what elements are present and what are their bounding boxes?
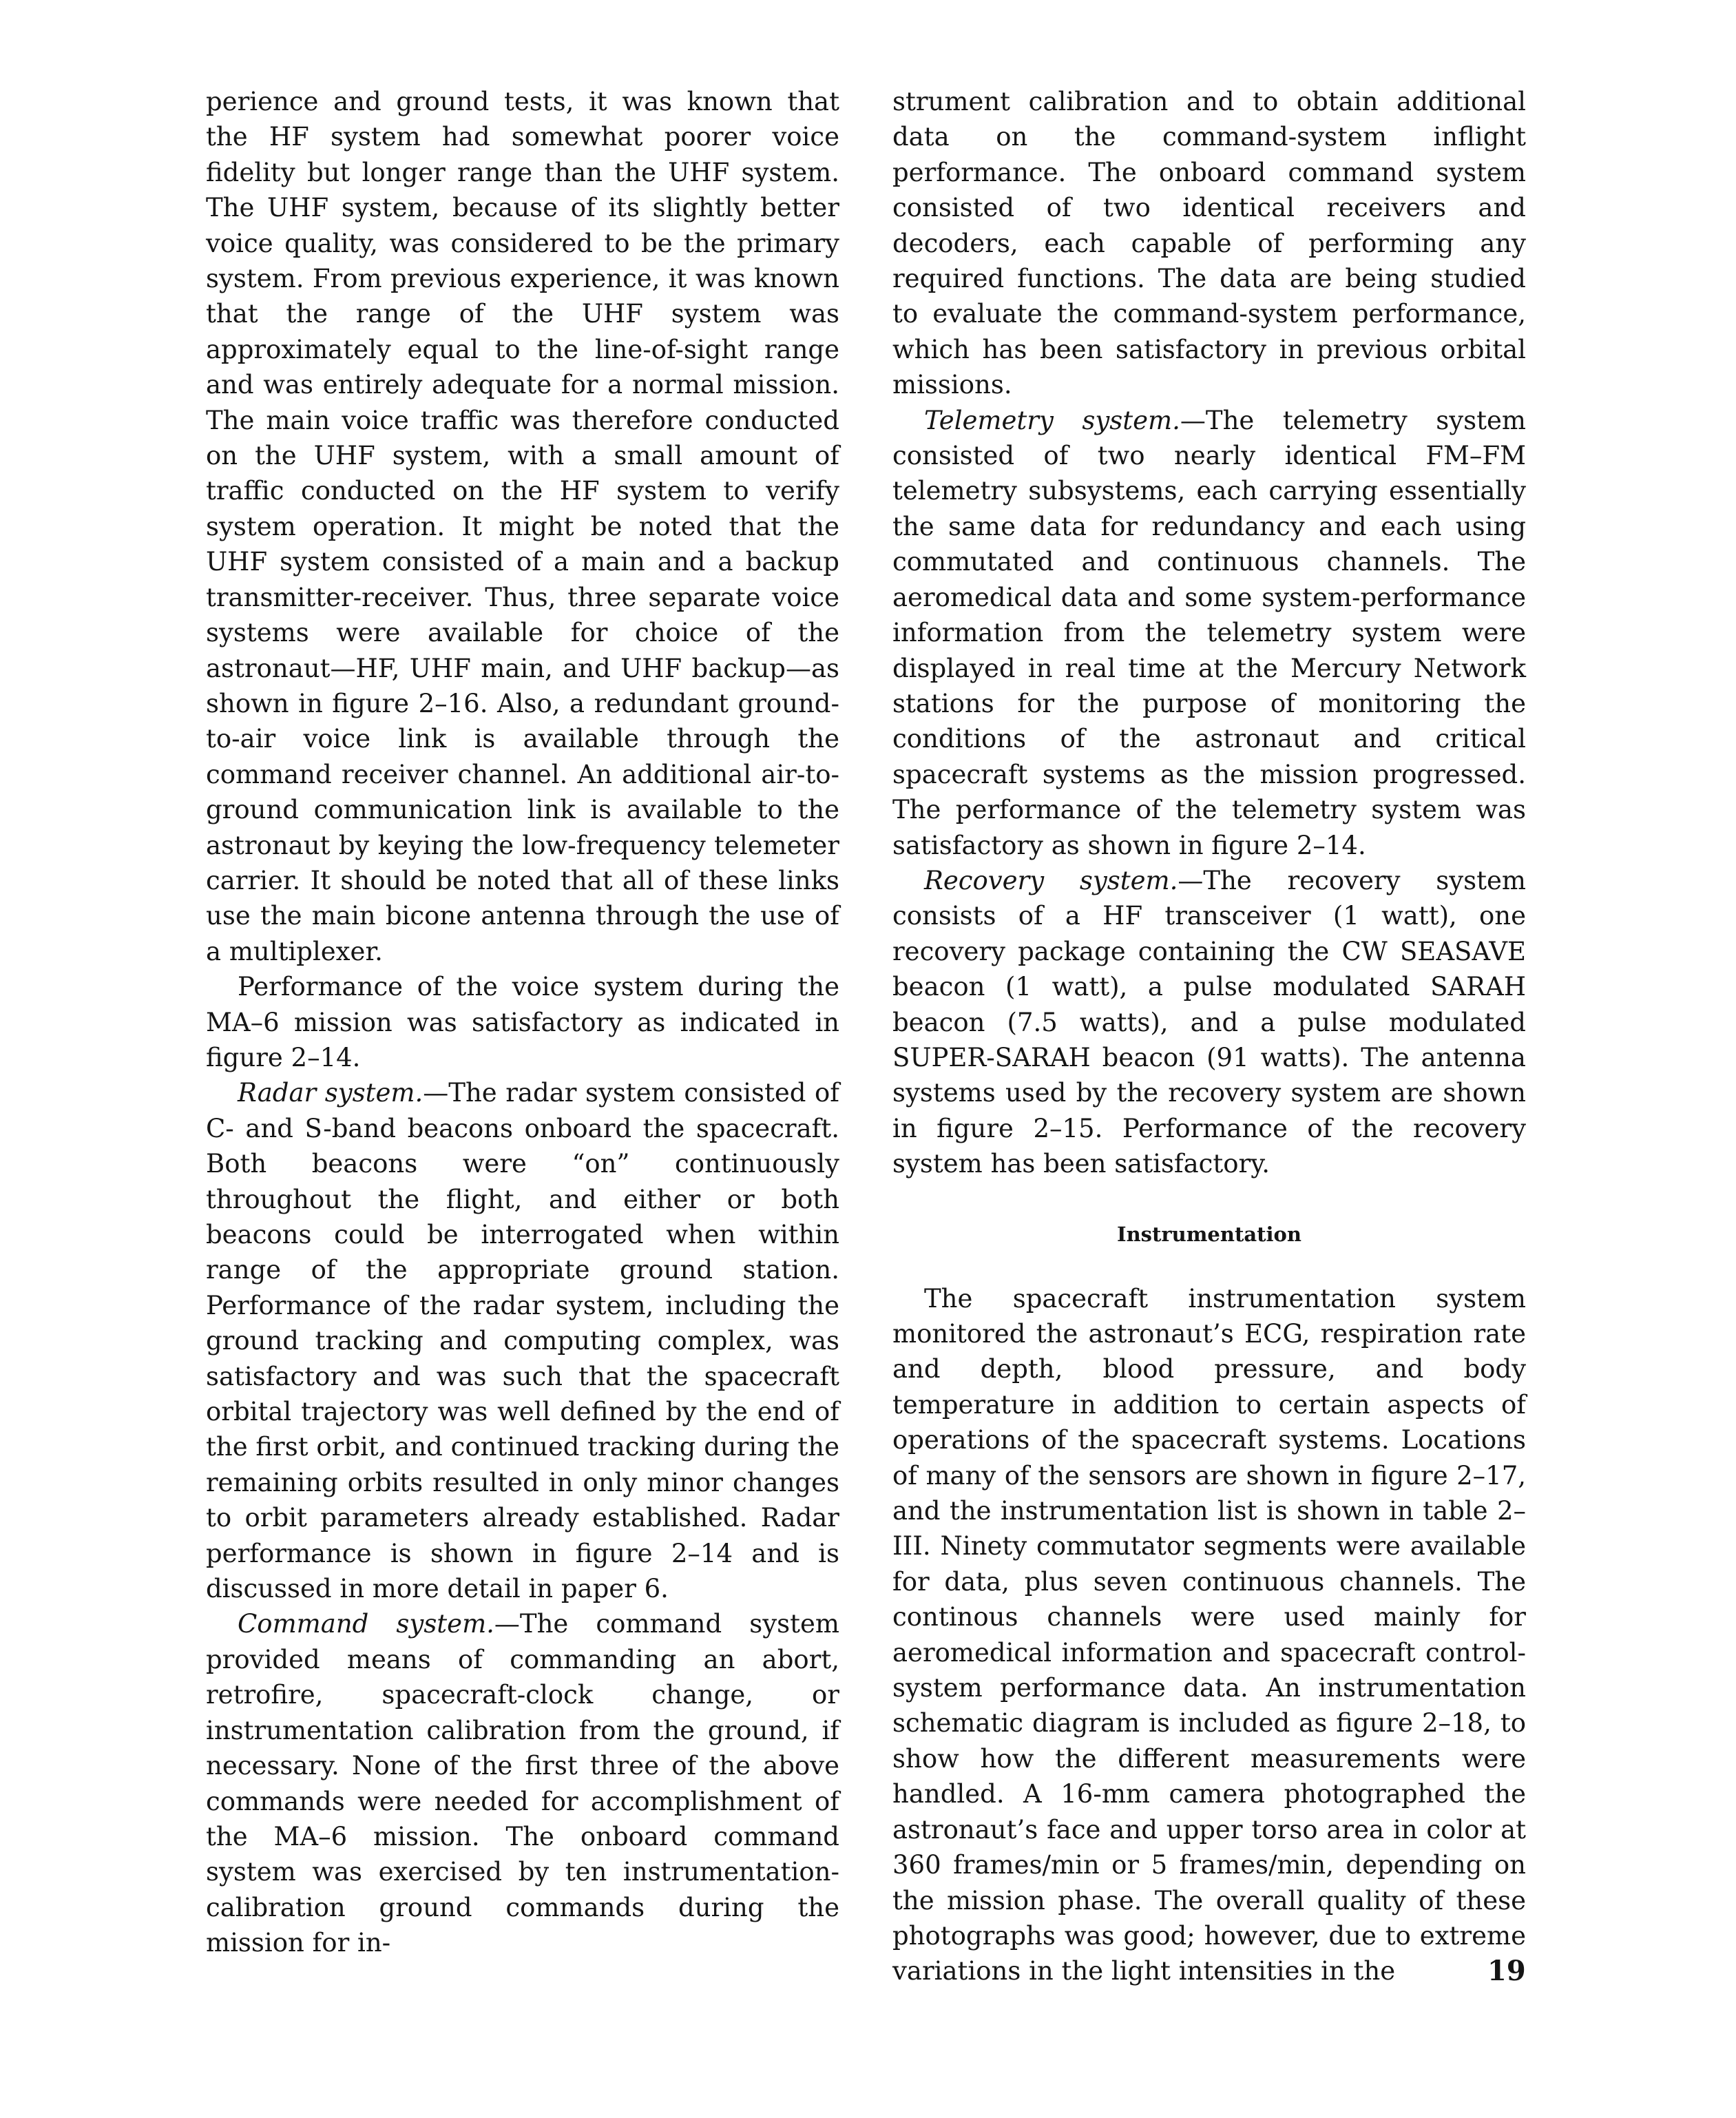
paragraph: strument calibration and to obtain additional data on the command-system inflight performance. The onboard command system consisted of two identical receivers and decoders, each capable of performing any required functions. The data are being studied to evaluate the command-system performance, which has been satisfactory in previous orbital missions. [892,87,1526,400]
paragraph: perience and ground tests, it was known that the HF system had somewhat poorer voice fidelity but longer range than the UHF system. The UHF system, because of its slightly better voice quality, was considered to be the primary system. From previous experience, it was known that the range of the UHF system was approximately equal to the line-of-sight range and was entirely adequate for a normal mission. The main voice traffic was therefore conducted on the UHF system, with a small amount of traffic conducted on the HF system to verify system operation. It might be noted that the UHF system consisted of a main and a backup transmitter-receiver. Thus, three separate voice systems were available for choice of the astronaut—HF, UHF main, and UHF backup—as shown in figure 2–16. Also, a redundant ground-to-air voice link is available through the command receiver channel. An additional air-to-ground communication link is available to the astronaut by keying the low-frequency telemeter carrier. It should be noted that all of these links use the main bicone antenna through the use of a multiplexer. [206,87,839,966]
paragraph-body: —The command system provided means of commanding an abort, retrofire, spacecraft-clock change, or instrumentation calibration from the ground, if necessary. None of the first three of the above commands were needed for accomplishment of the MA–6 mission. The onboard command system was exercised by ten instrumentation-calibration ground commands during the mission for in- [206,1609,839,1958]
paragraph-lead: Radar system. [238,1078,423,1108]
paragraph [206,1075,839,1606]
paragraph: Performance of the voice system during the MA–6 mission was satisfactory as indicated in figure 2–14. [206,972,839,1072]
paragraph [206,1606,839,1960]
paragraph-lead: Recovery system. [924,865,1178,895]
paragraph [892,863,1526,1182]
page-number: 19 [1487,1955,1526,1987]
paragraph [892,403,1526,863]
paragraph-lead: Command system. [238,1609,494,1639]
paragraph-lead: Telemetry system. [924,405,1180,435]
section-heading: Instrumentation [1117,1222,1301,1246]
paragraph-body: —The telemetry system consisted of two nearly identical FM–FM telemetry subsystems, each carrying essentially the same data for redundancy and each using commutated and continuous channels. The aeromedical data and some system-performance information from the telemetry system were displayed in real time at the Mercury Network stations for the purpose of monitoring the conditions of the astronaut and critical spacecraft systems as the mission progressed. The performance of the telemetry system was satisfactory as shown in figure 2–14. [892,405,1527,860]
paragraph-body: —The recovery system consists of a HF transceiver (1 watt), one recovery package containing the CW SEASAVE beacon (1 watt), a pulse modulated SARAH beacon (7.5 watts), and a pulse modulated SUPER-SARAH beacon (91 watts). The antenna systems used by the recovery system are shown in figure 2–15. Performance of the recovery system has been satisfactory. [892,865,1526,1179]
left-column [206,84,839,1961]
paragraph: The spacecraft instrumentation system monitored the astronaut’s ECG, respiration rate and depth, blood pressure, and body temperature in addition to certain aspects of operations of the spacecraft systems. Locations of many of the sensors are shown in figure 2–17, and the instrumentation list is shown in table 2–III. Ninety commutator segments were available for data, plus seven continuous channels. The continous channels were used mainly for aeromedical information and spacecraft control-system performance data. An instrumentation schematic diagram is included as figure 2–18, to show how the different measurements were handled. A 16-mm camera photographed the astronaut’s face and upper torso area in color at 360 frames/min or 5 frames/min, depending on the mission phase. The overall quality of these photographs was good; however, due to extreme variations in the light intensities in the [892,1283,1526,1986]
right-column [892,84,1526,1989]
paragraph-body: —The radar system consisted of C- and S-band beacons onboard the spacecraft. Both beacons were “on” continuously throughout the flight, and either or both beacons could be interrogated when within range of the appropriate ground station. Performance of the radar system, including the ground tracking and computing complex, was satisfactory and was such that the spacecraft orbital trajectory was well defined by the end of the first orbit, and continued tracking during the remaining orbits resulted in only minor changes to orbit parameters already established. Radar performance is shown in figure 2–14 and is discussed in more detail in paper 6. [206,1078,839,1604]
